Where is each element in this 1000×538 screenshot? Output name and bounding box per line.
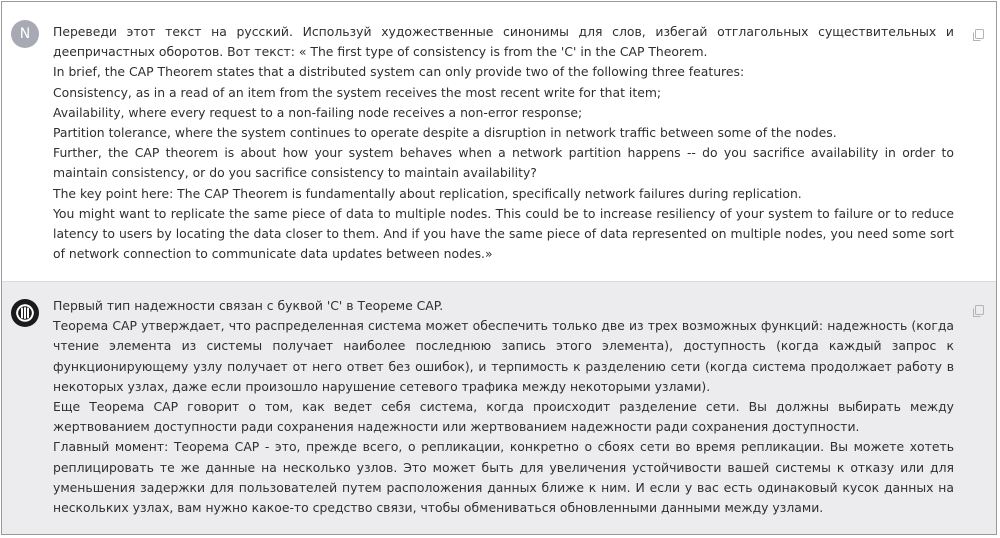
copy-icon[interactable] (971, 28, 985, 42)
user-message (2, 2, 996, 282)
assistant-paragraph: Первый тип надежности связан с буквой 'C' в Теореме CAP. (53, 298, 444, 313)
assistant-paragraph: Еще Теорема CAP говорит о том, как ведет себя система, когда происходит разделение сети. Вы должны выбирать между жертвованием доступности ради сохранения надежности или жертвованием надежности ради сохранения доступности. (53, 399, 954, 435)
chat-window (1, 1, 997, 535)
copy-icon[interactable] (971, 304, 985, 318)
openai-logo-icon (11, 299, 39, 327)
user-message-text (53, 22, 954, 264)
user-paragraph: Переведи этот текст на русский. Используй художественные синонимы для слов, избегай отглагольных существительных и деепричастных оборотов. Вот текст: « The first type of consistency is from the 'C' in the CAP Theorem. (53, 24, 954, 60)
assistant-paragraph: Главный момент: Теорема CAP - это, прежде всего, о репликации, конкретно о сбоях сети во время репликации. Вы можете хотеть реплицировать те же данные на несколько узлов. Это может быть для увеличения устойчивости вашей системы к отказу или для уменьшения задержки для пользователей путем расположения данных ближе к ним. И если у вас есть одинаковый кусок данных на нескольких узлах, вам нужно какое-то средство связи, чтобы обмениваться обновленными данными между узлами. (53, 439, 954, 516)
user-paragraph: You might want to replicate the same piece of data to multiple nodes. This could be to increase resiliency of your system to failure or to reduce latency to users by locating the data closer to them. And if you have the same piece of data represented on multiple nodes, you need some sort of network connection to communicate data updates between nodes.» (53, 205, 954, 262)
assistant-paragraph: Теорема CAP утверждает, что распределенная система может обеспечить только две из трех возможных функций: надежность (когда чтение элемента из системы получает наиболее последнюю запись этого элемента), доступность (когда каждый запрос к функционирующему узлу получает от него ответ без ошибок), и терпимость к разделению сети (когда система продолжает работу в некоторых узлах, даже если произошло нарушение сетевого трафика между некоторыми узлами). (53, 318, 954, 394)
user-paragraph: Further, the CAP theorem is about how your system behaves when a network partition happens -- do you sacrifice availability in order to maintain consistency, or do you sacrifice consistency to maintain availability? (53, 145, 954, 181)
user-paragraph: The key point here: The CAP Theorem is fundamentally about replication, specifically network failures during replication. (53, 185, 802, 201)
user-paragraph: In brief, the CAP Theorem states that a distributed system can only provide two of the following three features: (53, 64, 745, 80)
user-avatar (11, 20, 39, 48)
user-paragraph: Availability, where every request to a non-failing node receives a non-error response; (53, 104, 583, 120)
assistant-message-text (53, 296, 954, 518)
assistant-message (2, 282, 996, 534)
user-paragraph: Consistency, as in a read of an item from the system receives the most recent write for that item; (53, 84, 662, 100)
user-avatar-letter: N (19, 26, 31, 42)
user-paragraph: Partition tolerance, where the system continues to operate despite a disruption in network traffic between some of the nodes. (53, 125, 837, 141)
